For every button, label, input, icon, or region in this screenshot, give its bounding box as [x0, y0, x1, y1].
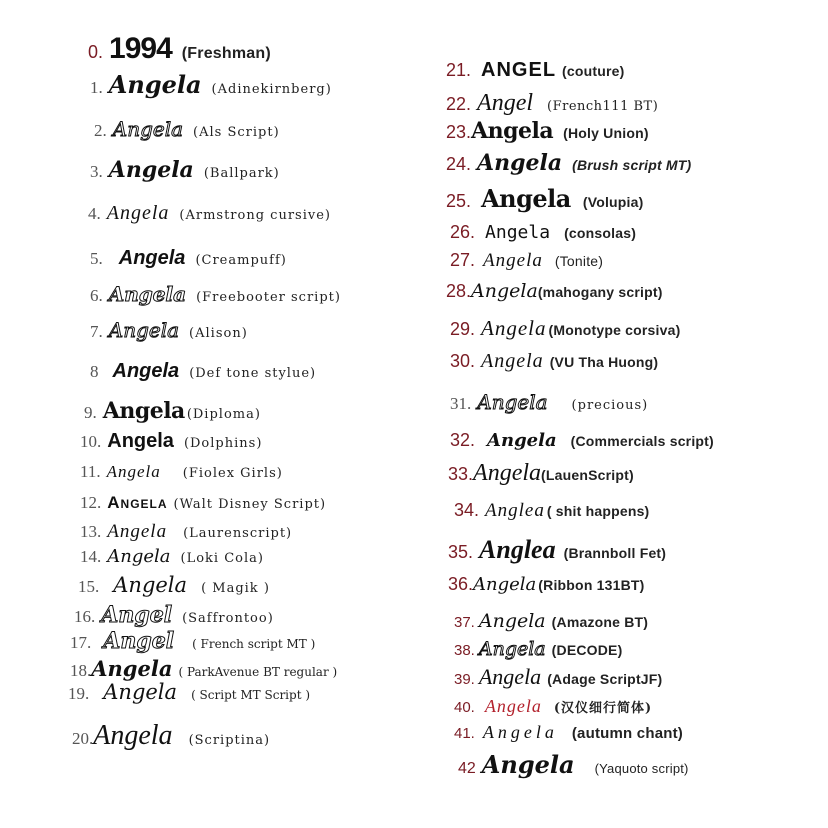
- entry-number: 6.: [90, 286, 103, 305]
- font-name: (Adage ScriptJF): [547, 671, 663, 687]
- font-name: ( Script MT Script ): [191, 688, 311, 702]
- font-entry: [90, 282, 341, 306]
- font-sample: Anglea: [485, 500, 545, 521]
- entry-number: 30.: [450, 351, 476, 371]
- font-entry: [446, 118, 649, 144]
- font-sample: Angela: [118, 247, 186, 269]
- font-entry: [72, 720, 270, 752]
- font-sample: 1994: [109, 32, 172, 65]
- font-entry: [80, 546, 264, 567]
- font-name: (Scriptina): [188, 733, 271, 748]
- entry-number: 2.: [94, 121, 107, 140]
- font-entry: [450, 250, 603, 272]
- font-name: (Laurenscript): [183, 526, 293, 541]
- font-sample: Angela: [471, 118, 554, 144]
- font-name: ( French script MT ): [192, 637, 316, 651]
- font-sample: Angela: [106, 202, 170, 224]
- font-name: (Ballpark): [203, 166, 280, 181]
- font-sample: Angela: [112, 117, 184, 141]
- font-entry: [70, 628, 315, 654]
- font-entry: [448, 460, 634, 487]
- entry-number: 24.: [446, 154, 472, 174]
- font-entry: [454, 722, 683, 743]
- font-name: (mahogany script): [537, 284, 663, 300]
- font-sample: Angela: [103, 680, 178, 704]
- entry-number: 5.: [90, 249, 103, 268]
- font-sample: Angela: [91, 656, 173, 681]
- entry-number: 0.: [88, 42, 104, 62]
- font-name: (汉仪细行简体): [553, 701, 653, 716]
- font-entry: [450, 430, 714, 451]
- entry-number: 39.: [454, 671, 475, 688]
- font-sample: Angela: [481, 184, 571, 213]
- entry-number: 9.: [84, 403, 97, 422]
- font-sample: Angela: [107, 521, 168, 542]
- font-name: (consolas): [564, 225, 637, 241]
- font-entry: [446, 150, 691, 176]
- entry-number: 14.: [80, 547, 102, 566]
- entry-number: 32.: [450, 430, 476, 450]
- entry-number: 27.: [450, 250, 476, 270]
- font-entry: [80, 462, 283, 482]
- entry-number: 1.: [90, 78, 103, 97]
- font-name: (Brannboll Fet): [563, 545, 667, 561]
- font-entry: [88, 202, 331, 225]
- entry-number: 41.: [454, 725, 475, 742]
- font-entry: [68, 680, 310, 704]
- font-sample: Angela: [108, 157, 194, 183]
- font-entry: [74, 602, 274, 628]
- font-name: (Yaquoto script): [594, 761, 689, 776]
- font-name: (Def tone stylue): [189, 366, 317, 381]
- entry-number: 4.: [88, 204, 101, 223]
- entry-number: 33.: [448, 464, 474, 484]
- font-sample: Angela: [487, 430, 557, 451]
- font-name: (Armstrong cursive): [179, 208, 331, 223]
- font-sample: Angela: [482, 722, 558, 742]
- font-entry: [90, 157, 280, 183]
- font-sample: Angela: [108, 70, 202, 99]
- entry-number: 23.: [446, 122, 472, 142]
- font-sample: Angela: [485, 222, 551, 243]
- entry-number: 3.: [90, 162, 103, 181]
- font-sample: Angela: [477, 390, 548, 414]
- font-name: (Brush script MT): [572, 157, 692, 173]
- font-name: ( Magik ): [201, 581, 270, 596]
- font-sample: Angela: [477, 150, 563, 176]
- font-name: (DECODE): [551, 642, 623, 658]
- font-entry: [94, 117, 280, 141]
- font-name: (couture): [562, 63, 625, 79]
- font-sample: Angela: [108, 318, 180, 342]
- font-sample: Angela: [107, 430, 174, 452]
- font-name: (precious): [571, 398, 649, 413]
- font-name: (Amazone BT): [551, 614, 649, 630]
- font-entry: [88, 32, 271, 66]
- entry-number: 15.: [78, 577, 100, 596]
- entry-number: 16.: [74, 607, 96, 626]
- entry-number: 37.: [454, 614, 475, 631]
- entry-number: 10.: [80, 432, 102, 451]
- font-name: (VU Tha Huong): [549, 354, 659, 370]
- font-entry: [448, 535, 666, 565]
- font-sample: Angela: [473, 460, 542, 486]
- entry-number: 19.: [68, 684, 90, 703]
- font-sample: Angela: [478, 664, 542, 689]
- font-entry: [454, 696, 652, 717]
- font-name: (Saffrontoo): [182, 611, 274, 626]
- font-entry: [80, 493, 326, 513]
- entry-number: 11.: [80, 462, 101, 481]
- font-name: (Diploma): [186, 407, 261, 422]
- font-sample: Anglea: [479, 535, 556, 564]
- font-name: (Ribbon 131BT): [538, 577, 645, 593]
- font-sample: Angel: [477, 90, 534, 116]
- font-sample: Angela: [481, 350, 544, 372]
- font-sample: Angela: [481, 316, 547, 340]
- font-entry: [450, 350, 658, 373]
- entry-number: 25.: [446, 191, 472, 211]
- entry-number: 35.: [448, 542, 474, 562]
- entry-number: 20.: [72, 729, 94, 748]
- font-entry: [450, 390, 648, 414]
- font-name: (Walt Disney Script): [173, 497, 327, 512]
- font-name: (Commercials script): [570, 433, 714, 449]
- font-entry: [446, 280, 663, 302]
- font-name: (Freebooter script): [196, 290, 341, 305]
- font-entry: [90, 318, 248, 342]
- font-name: (Loki Cola): [180, 551, 264, 566]
- font-entry: [454, 638, 622, 660]
- font-sample: Angela: [108, 282, 187, 306]
- font-name: ( shit happens): [546, 503, 650, 519]
- font-sample: Angela: [93, 720, 173, 751]
- font-entry: [450, 222, 636, 243]
- entry-number: 28.: [446, 281, 472, 301]
- entry-number: 31.: [450, 394, 472, 413]
- font-entry: [80, 430, 262, 453]
- entry-number: 8: [90, 362, 99, 381]
- font-entry: [70, 656, 337, 681]
- entry-number: 18.: [70, 661, 92, 680]
- entry-number: 26.: [450, 222, 476, 242]
- font-sample: Angela: [484, 696, 542, 716]
- font-entry: [446, 184, 643, 213]
- entry-number: 36.: [448, 574, 474, 594]
- font-name: (Alison): [189, 326, 248, 341]
- font-entry: [80, 521, 292, 543]
- font-entry: [90, 247, 287, 270]
- entry-number: 22.: [446, 94, 472, 114]
- font-sample: Angela: [478, 638, 546, 660]
- font-entry: [458, 750, 689, 779]
- font-name: (Monotype corsiva): [548, 322, 681, 338]
- font-name: (Creampuff): [195, 253, 287, 268]
- entry-number: 17.: [70, 633, 92, 652]
- font-entry: [90, 360, 316, 383]
- entry-number: 13.: [80, 522, 102, 541]
- font-entry: [454, 610, 648, 632]
- font-name: (Holy Union): [563, 125, 649, 141]
- font-sample: Angela: [471, 280, 538, 302]
- font-name: (Volupia): [582, 194, 644, 210]
- font-sample: Angela: [473, 574, 537, 595]
- font-entry: [446, 90, 658, 117]
- entry-number: 40.: [454, 699, 475, 716]
- font-entry: [90, 70, 332, 99]
- font-sample: ANGEL: [481, 59, 557, 81]
- font-sample: Angela: [483, 250, 543, 271]
- font-name: (Tonite): [554, 253, 604, 269]
- font-name: ( ParkAvenue BT regular ): [178, 665, 338, 679]
- entry-number: 7.: [90, 322, 103, 341]
- font-name: (Adinekirnberg): [211, 82, 332, 97]
- font-sample: Angela: [106, 462, 161, 481]
- font-sample: Angela: [102, 398, 185, 424]
- entry-number: 34.: [454, 500, 480, 520]
- font-sample: Angela: [481, 750, 575, 779]
- font-sample: Angela: [107, 546, 171, 567]
- font-entry: [446, 59, 625, 82]
- font-name: (autumn chant): [571, 725, 683, 742]
- font-sample: Angel: [101, 602, 173, 628]
- font-entry: [448, 574, 645, 595]
- font-sample: Angela: [112, 360, 180, 382]
- font-entry: [84, 398, 261, 424]
- font-sample: Angela: [113, 573, 188, 597]
- entry-number: 12.: [80, 493, 102, 512]
- font-entry: [78, 573, 270, 597]
- font-sample: Angela: [107, 493, 168, 512]
- entry-number: 38.: [454, 642, 475, 659]
- font-name: (Als Script): [193, 125, 280, 140]
- font-name: (LauenScript): [541, 467, 634, 483]
- font-name: (Freshman): [181, 45, 271, 62]
- font-entry: [450, 316, 680, 341]
- font-name: (Fiolex Girls): [182, 466, 283, 481]
- entry-number: 21.: [446, 60, 472, 80]
- font-sample: Angel: [103, 628, 175, 654]
- entry-number: 29.: [450, 319, 476, 339]
- font-name: (Dolphins): [183, 436, 263, 451]
- entry-number: 42: [458, 760, 476, 777]
- font-name: (French111 BT): [547, 99, 659, 114]
- font-sample: Angela: [478, 610, 546, 632]
- font-entry: [454, 664, 662, 690]
- font-entry: [454, 500, 649, 522]
